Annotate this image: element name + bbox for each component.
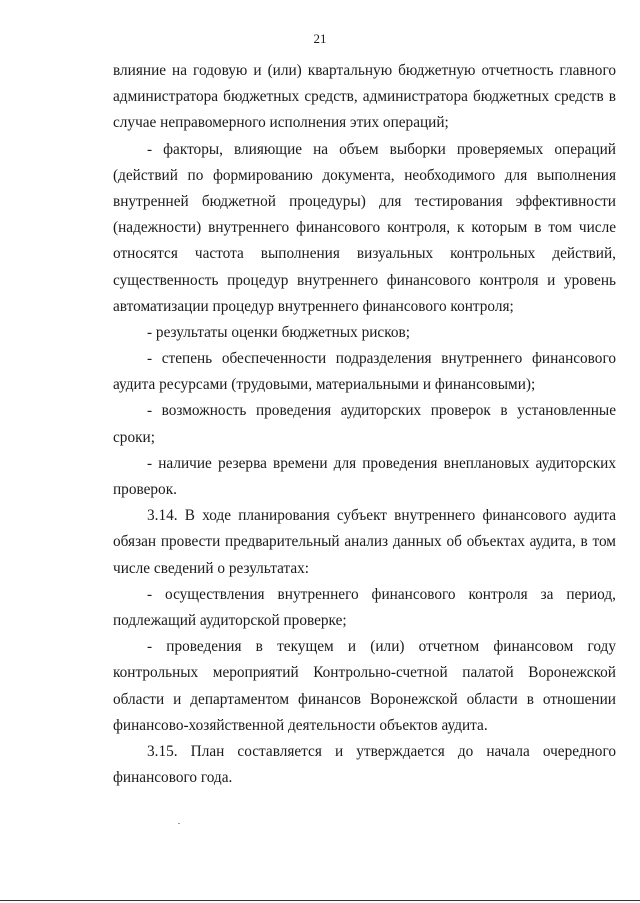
text-line: - проведения в текущем и (или) отчетном финансовом году <box>147 638 616 656</box>
text-line: числе сведений о результатах: <box>113 559 310 577</box>
text-line: влияние на годовую и (или) квартальную бюджетную отчетность главного <box>113 62 616 79</box>
text-line: контрольных мероприятий Контрольно-счетной палатой Воронежской <box>113 664 616 682</box>
text-line: - результаты оценки бюджетных рисков; <box>147 323 410 341</box>
scan-speck <box>178 823 180 824</box>
text-line: обязан провести предварительный анализ данных об объектах аудита, в том <box>113 533 616 551</box>
text-line: 3.15. План составляется и утверждается до начала очередного <box>147 742 616 760</box>
text-line: случае неправомерного исполнения этих операций; <box>113 114 449 132</box>
text-line: области и департаментом финансов Воронежской области в отношении <box>113 690 616 708</box>
text-line: проверок. <box>113 481 177 498</box>
text-line: администратора бюджетных средств, администратора бюджетных средств в <box>113 88 616 106</box>
text-line: (надежности) внутреннего финансового контроля, к которым в том числе <box>113 219 616 237</box>
text-line: финансово-хозяйственной деятельности объектов аудита. <box>113 716 488 734</box>
text-line: сроки; <box>113 428 155 446</box>
document-body <box>113 58 616 791</box>
page-bottom-edge <box>0 900 640 901</box>
text-line: существенность процедур внутреннего финансового контроля и уровень <box>113 271 616 289</box>
page-number: 21 <box>313 31 327 46</box>
text-line: (действий по формированию документа, необходимого для выполнения <box>113 166 616 184</box>
text-line: автоматизации процедур внутреннего финансового контроля; <box>113 297 514 315</box>
text-line: финансового года. <box>113 769 233 787</box>
text-line: - возможность проведения аудиторских проверок в установленные <box>147 402 616 420</box>
text-line: - степень обеспеченности подразделения внутреннего финансового <box>147 350 616 368</box>
text-line: - осуществления внутреннего финансового контроля за период, <box>147 585 616 603</box>
text-line: 3.14. В ходе планирования субъект внутреннего финансового аудита <box>147 507 616 525</box>
text-line: подлежащий аудиторской проверке; <box>113 611 347 629</box>
text-line: аудита ресурсами (трудовыми, материальными и финансовыми); <box>113 376 536 394</box>
text-line: внутренней бюджетной процедуры) для тестирования эффективности <box>113 192 616 210</box>
text-line: - факторы, влияющие на объем выборки проверяемых операций <box>147 140 616 158</box>
text-line: относятся частота выполнения визуальных контрольных действий, <box>113 245 616 263</box>
text-line: - наличие резерва времени для проведения внеплановых аудиторских <box>147 454 616 472</box>
